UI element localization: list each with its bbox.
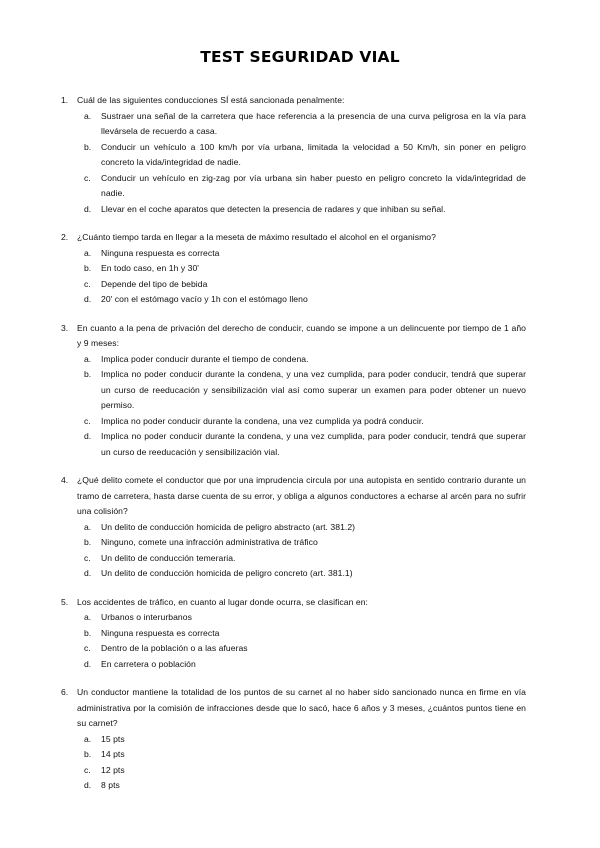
option-letter: a. bbox=[84, 353, 92, 364]
option-text: 14 pts bbox=[101, 749, 125, 759]
option-item bbox=[0, 261, 600, 277]
option-item bbox=[0, 763, 600, 779]
option-item bbox=[0, 778, 600, 794]
option-text: Urbanos o interurbanos bbox=[101, 612, 192, 622]
option-list bbox=[0, 109, 600, 218]
option-letter: a. bbox=[84, 521, 92, 532]
option-list bbox=[0, 732, 600, 794]
option-text: 20' con el estómago vacío y 1h con el estómago lleno bbox=[101, 294, 308, 304]
option-letter: a. bbox=[84, 612, 92, 622]
page-title: TEST SEGURIDAD VIAL bbox=[200, 48, 400, 66]
option-letter: b. bbox=[84, 627, 92, 638]
option-item bbox=[0, 367, 600, 414]
option-letter: d. bbox=[84, 431, 92, 441]
question-text: Los accidentes de tráfico, en cuanto al lugar donde ocurra, se clasifican en: bbox=[77, 596, 368, 607]
option-list bbox=[0, 610, 600, 672]
option-item bbox=[0, 414, 600, 430]
question-number: 3. bbox=[61, 322, 69, 333]
option-list bbox=[0, 352, 600, 461]
question-number: 4. bbox=[61, 475, 69, 485]
question-3 bbox=[0, 321, 600, 461]
option-letter: d. bbox=[84, 658, 92, 669]
option-letter: a. bbox=[84, 110, 92, 121]
option-list bbox=[0, 246, 600, 308]
option-item bbox=[0, 140, 600, 171]
option-letter: c. bbox=[84, 415, 91, 426]
option-text: Ninguna respuesta es correcta bbox=[101, 627, 220, 638]
option-item bbox=[0, 626, 600, 642]
question-text: Cuál de las siguientes conducciones SÍ está sancionada penalmente: bbox=[77, 95, 345, 105]
option-text: Conducir un vehículo en zig-zag por vía urbana sin haber puesto en peligro concreto la vida/integridad de nadie. bbox=[101, 172, 526, 198]
option-text: Ninguno, comete una infracción administrativa de tráfico bbox=[101, 537, 318, 547]
option-letter: d. bbox=[84, 568, 92, 578]
option-item bbox=[0, 641, 600, 657]
option-item bbox=[0, 429, 600, 460]
option-text: En carretera o población bbox=[101, 658, 196, 669]
option-text: 12 pts bbox=[101, 764, 125, 775]
option-item bbox=[0, 352, 600, 368]
option-letter: b. bbox=[84, 141, 92, 152]
option-letter: a. bbox=[84, 247, 92, 258]
option-text: Depende del tipo de bebida bbox=[101, 278, 208, 289]
option-letter: c. bbox=[84, 278, 91, 289]
option-text: Un delito de conducción homicida de peligro abstracto (art. 381.2) bbox=[101, 521, 356, 532]
option-item bbox=[0, 657, 600, 673]
option-text: En todo caso, en 1h y 30' bbox=[101, 263, 199, 273]
option-item bbox=[0, 520, 600, 536]
question-4 bbox=[0, 473, 600, 582]
option-letter: d. bbox=[84, 203, 92, 214]
option-letter: b. bbox=[84, 369, 92, 379]
option-item bbox=[0, 292, 600, 308]
option-text: Conducir un vehículo a 100 km/h por vía urbana, limitada la velocidad a 50 Km/h, sin poner en peligro concreto la vida/integridad de nadie. bbox=[101, 141, 526, 167]
question-text: Un conductor mantiene la totalidad de los puntos de su carnet al no haber sido sancionado nunca en firme en vía administrativa por la comisión de infracciones desde que lo sacó, hace 6 años y 3 meses, ¿cuántos puntos tiene en su carnet? bbox=[77, 687, 526, 728]
option-item bbox=[0, 566, 600, 582]
option-text: Un delito de conducción temeraria. bbox=[101, 552, 236, 563]
question-1 bbox=[0, 93, 600, 217]
option-list bbox=[0, 520, 600, 582]
option-item bbox=[0, 171, 600, 202]
question-5 bbox=[0, 595, 600, 673]
option-letter: b. bbox=[84, 263, 92, 273]
option-letter: d. bbox=[84, 294, 92, 304]
option-letter: d. bbox=[84, 780, 92, 790]
question-text: ¿Qué delito comete el conductor que por una imprudencia circula por una autopista en sentido contrario durante un tramo de carretera, hasta darse cuenta de su error, y obliga a algunos conductores a echarse al arcén para no sufrir una colisión? bbox=[77, 475, 526, 516]
option-text: 8 pts bbox=[101, 780, 120, 790]
option-item bbox=[0, 202, 600, 218]
option-item bbox=[0, 246, 600, 262]
option-item bbox=[0, 277, 600, 293]
option-letter: c. bbox=[84, 764, 91, 775]
option-text: Un delito de conducción homicida de peligro concreto (art. 381.1) bbox=[101, 568, 353, 578]
option-text: Implica poder conducir durante el tiempo de condena. bbox=[101, 353, 309, 364]
option-item bbox=[0, 732, 600, 748]
option-text: Implica no poder conducir durante la condena, una vez cumplida ya podrá conducir. bbox=[101, 415, 424, 426]
question-2 bbox=[0, 230, 600, 308]
option-text: Ninguna respuesta es correcta bbox=[101, 247, 220, 258]
question-number: 6. bbox=[61, 687, 69, 697]
option-text: Dentro de la población o a las afueras bbox=[101, 643, 248, 653]
question-number: 5. bbox=[61, 596, 69, 607]
option-letter: a. bbox=[84, 733, 92, 744]
option-letter: c. bbox=[84, 643, 91, 653]
option-text: 15 pts bbox=[101, 733, 125, 744]
option-text: Implica no poder conducir durante la condena, y una vez cumplida, para poder conducir, tendrá que superar un curso de reeducación y sensibilización vial así como superar un examen para poder obtener un nuevo permiso. bbox=[101, 369, 526, 410]
option-item bbox=[0, 535, 600, 551]
question-number: 2. bbox=[61, 232, 69, 242]
question-text: ¿Cuánto tiempo tarda en llegar a la meseta de máximo resultado el alcohol en el organismo? bbox=[77, 232, 436, 242]
question-6 bbox=[0, 685, 600, 794]
question-list bbox=[0, 93, 600, 794]
option-letter: b. bbox=[84, 537, 92, 547]
option-item bbox=[0, 610, 600, 626]
option-letter: b. bbox=[84, 749, 92, 759]
option-text: Llevar en el coche aparatos que detecten la presencia de radares y que inhiban su señal. bbox=[101, 203, 446, 214]
option-item bbox=[0, 747, 600, 763]
option-item bbox=[0, 109, 600, 140]
question-number: 1. bbox=[61, 95, 69, 105]
option-item bbox=[0, 551, 600, 567]
option-text: Sustraer una señal de la carretera que hace referencia a la presencia de una curva peligrosa en la vía para llevársela de recuerdo a casa. bbox=[101, 110, 526, 136]
option-letter: c. bbox=[84, 552, 91, 563]
option-letter: c. bbox=[84, 172, 91, 183]
question-text: En cuanto a la pena de privación del derecho de conducir, cuando se impone a un delincuente por tiempo de 1 año y 9 meses: bbox=[77, 322, 526, 348]
option-text: Implica no poder conducir durante la condena, y una vez cumplida, para poder conducir, tendrá que superar un curso de reeducación y sensibilización vial. bbox=[101, 431, 526, 457]
